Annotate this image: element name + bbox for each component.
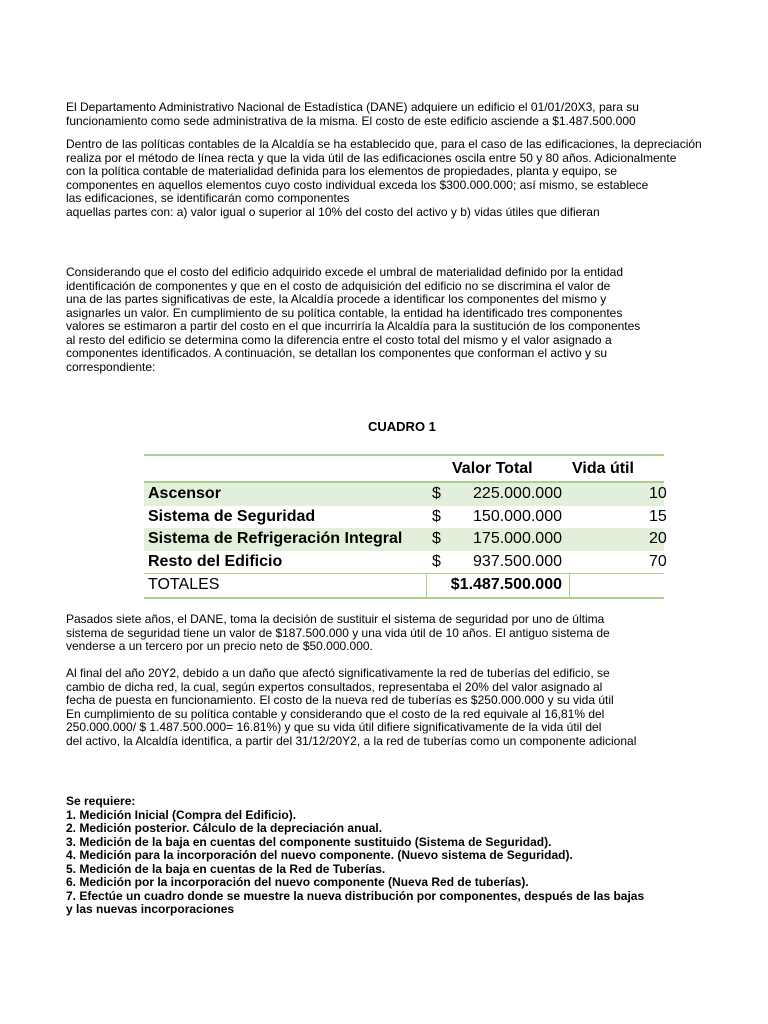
requirement-item: 7. Efectúe un cuadro donde se muestre la nueva distribución por componentes, después de las bajas	[66, 888, 645, 903]
requirements-heading: Se requiere:	[66, 794, 136, 808]
row-value: 175.000.000	[473, 530, 562, 547]
total-value: $1.487.500.000	[450, 576, 562, 593]
text-line: cambio de dicha red, la cual, según expertos consultados, representaba el 20% del valor asignado al	[66, 679, 603, 694]
text-line: componentes identificados. A continuación, se detallan los componentes que conforman el activo y su	[66, 346, 608, 360]
text-line: componentes en aquellos elementos cuyo costo individual exceda los $300.000.000; así mismo, se establece	[66, 177, 649, 192]
table-total-row	[144, 573, 664, 599]
requirement-item: 5. Medición de la baja en cuentas de la Red de Tuberías.	[66, 861, 386, 876]
components-table	[144, 454, 667, 599]
text-line: correspondiente:	[66, 359, 156, 374]
text-line: 250.000.000/ $ 1.487.500.000= 16.81%) y que su vida útil difiere significativamente de la vida útil del	[66, 720, 602, 734]
requirement-item: 3. Medición de la baja en cuentas del componente sustituido (Sistema de Seguridad).	[66, 834, 552, 849]
row-name: Sistema de Seguridad	[148, 507, 316, 525]
header-total: Valor Total	[452, 460, 533, 477]
header-life: Vida útil	[572, 460, 634, 477]
row-value: 225.000.000	[473, 485, 562, 502]
text-line: aquellas partes con: a) valor igual o superior al 10% del costo del activo y b) vidas útiles que difieran	[66, 204, 600, 219]
text-line: Al final del año 20Y2, debido a un daño que afectó significativamente la red de tuberías del edificio, se	[66, 666, 610, 680]
row-life: 20	[649, 530, 667, 547]
text-line: funcionamiento como sede administrativa de la misma. El costo de este edificio asciende a $1.487.500.000	[66, 114, 636, 128]
requirement-item: 1. Medición Inicial (Compra del Edificio).	[66, 807, 297, 822]
requirement-item: y las nuevas incorporaciones	[66, 902, 235, 916]
requirement-item: 4. Medición para la incorporación del nuevo componente. (Nuevo sistema de Seguridad).	[66, 848, 573, 862]
text-line: una de las partes significativas de este, la Alcaldía procede a identificar los componentes del mismo y	[66, 292, 607, 306]
text-line: con la política contable de materialidad definida para los elementos de propiedades, planta y equipo, se	[66, 164, 618, 178]
text-line: sistema de seguridad tiene un valor de $187.500.000 y una vida útil de 10 años. El antiguo sistema de	[66, 625, 610, 640]
row-name: Ascensor	[148, 485, 221, 502]
text-line: Dentro de las políticas contables de la Alcaldía se ha establecido que, para el caso de las edificaciones, la depreciación	[66, 137, 702, 151]
text-line: Pasados siete años, el DANE, toma la decisión de sustituir el sistema de seguridad por uno de última	[66, 612, 605, 626]
row-value: 150.000.000	[473, 507, 562, 525]
row-currency: $	[432, 552, 441, 570]
row-currency: $	[432, 530, 441, 547]
text-line: identificación de componentes y que en el costo de adquisición del edificio no se discrimina el valor de	[66, 278, 611, 293]
row-value: 937.500.000	[473, 552, 562, 570]
total-label: TOTALES	[148, 576, 220, 593]
text-line: al resto del edificio se determina como la diferencia entre el costo total del mismo y el valor asignado a	[66, 332, 612, 347]
row-life: 10	[649, 485, 667, 502]
requirement-item: 2. Medición posterior. Cálculo de la depreciación anual.	[66, 821, 383, 835]
row-life: 15	[649, 507, 667, 525]
text-line: asignarles un valor. En cumplimiento de su política contable, la entidad ha identificado tres componentes	[66, 305, 623, 320]
text-line: las edificaciones, se identificarán como componentes	[66, 191, 350, 205]
requirement-item: 6. Medición por la incorporación del nuevo componente (Nueva Red de tuberías).	[66, 875, 529, 889]
text-line: del activo, la Alcaldía identifica, a partir del 31/12/20Y2, a la red de tuberías como un componente adicional	[66, 733, 637, 748]
text-line: realiza por el método de línea recta y que la vida útil de las edificaciones oscila entre 50 y 80 años. Adicionalmente	[66, 150, 677, 165]
text-line: fecha de puesta en funcionamiento. El costo de la nueva red de tuberías es $250.000.000 y su vida útil	[66, 693, 614, 707]
table-row	[144, 551, 667, 574]
row-name: Sistema de Refrigeración Integral	[148, 530, 403, 547]
row-currency: $	[432, 507, 441, 525]
row-life: 70	[649, 552, 667, 570]
text-line: venderse a un tercero por un precio neto de $50.000.000.	[66, 639, 373, 653]
table-header-row	[144, 456, 664, 483]
text-line: El Departamento Administrativo Nacional de Estadística (DANE) adquiere un edificio el 01/01/20X3, para su	[66, 100, 639, 114]
table-row	[144, 483, 667, 506]
text-line: En cumplimiento de su política contable y considerando que el costo de la red equivale al 16,81% del	[66, 706, 605, 721]
table-row	[144, 528, 667, 551]
row-name: Resto del Edificio	[148, 552, 283, 570]
text-line: valores se estimaron a partir del costo en el que incurriría la Alcaldía para la sustitución de los componentes	[66, 319, 641, 333]
table-title: CUADRO 1	[368, 419, 436, 434]
text-line: Considerando que el costo del edificio adquirido excede el umbral de materialidad definido por la entidad	[66, 265, 624, 279]
row-currency: $	[432, 485, 441, 502]
table-row	[144, 506, 667, 529]
